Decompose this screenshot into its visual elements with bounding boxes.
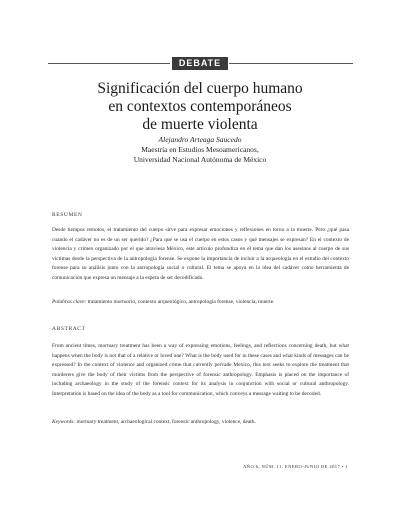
author-block <box>60 135 340 165</box>
abstract-keywords-values: mortuary treatment, archaeological context, forensic anthropology, violence, death. <box>76 419 256 425</box>
author-affiliation-2: Universidad Nacional Autónoma de México <box>133 155 267 164</box>
resumen-keywords <box>52 298 349 308</box>
abstract-heading: ABSTRACT <box>52 326 86 332</box>
article-title <box>60 80 340 134</box>
title-line-2: en contextos contemporáneos <box>108 98 292 115</box>
resumen-text: Desde tiempos remotos, el tratamiento del cuerpo sirve para expresar emociones y reflexiones en torno a la muerte. Pero ¿qué pasa cuando el cadáver no es de un ser querido? ¿Para qué se usa el cuerpo en estos casos y qué mensajes se expresan? En el contexto de violencia y crimen organizado por el que atraviesa México, este artículo profundiza en el tema que dan los asesinos al cuerpo de sus víctimas desde la perspectiva de la antropología forense. Se expone la importancia de incluir a la arqueología en el estudio del contexto forense para su análisis junto con la antropología social o cultural. El tema se apoya en la idea del cadáver como herramienta de comunicación que expresa un mensaje a la espera de ser decodificado. <box>52 227 349 281</box>
resumen-keywords-label: Palabras clave: <box>52 299 87 305</box>
abstract-text: From ancient times, mortuary treatment has been a way of expressing emotions, feelings, and reflections concerning death, but what happens when the body is not that of a relative or loved one? What is the body used for in these cases and what kinds of messages can be expressed? In the context of violence and organized crime that currently pervade Mexico, this text seeks to explore the treatment that murderers give the body of their victims from the perspective of forensic anthropology. Emphasis is placed on the importance of including archaeology in the study of the forensic context for its analysis in conjunction with social or cultural anthropology. Interpretation is based on the idea of the body as a tool for communication, which conveys a message waiting to be decoded. <box>52 343 349 397</box>
title-line-3: de muerte violenta <box>142 116 258 133</box>
abstract-keywords <box>52 418 349 428</box>
resumen-keywords-values: tratamiento mortuorio, contexto arqueológico, antropología forense, violencia, muerte. <box>87 299 275 305</box>
page-footer: AÑO 6, NÚM. 11, ENERO-JUNIO DE 2017 • 1 <box>243 464 348 469</box>
header-rule-left <box>48 63 170 64</box>
abstract-keywords-label: Keywords: <box>52 419 76 425</box>
title-line-1: Significación del cuerpo humano <box>97 80 303 97</box>
author-name: Alejandro Arteaga Saucedo <box>158 135 242 144</box>
author-affiliation-1: Maestría en Estudios Mesoamericanos, <box>141 145 259 154</box>
section-tag: DEBATE <box>172 57 228 70</box>
header-rule-right <box>229 63 353 64</box>
resumen-heading: RESUMEN <box>52 212 83 218</box>
